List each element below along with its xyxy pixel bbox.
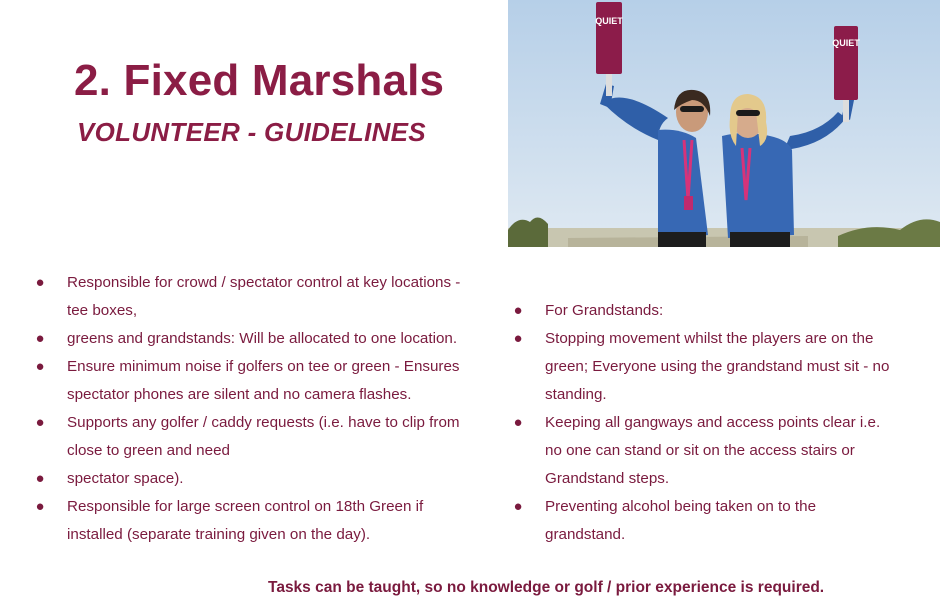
bullet-icon: ● xyxy=(35,498,45,515)
list-item xyxy=(513,325,913,353)
right-bullet-list xyxy=(513,297,913,549)
list-item-text: Responsible for crowd / spectator control at key locations - xyxy=(67,274,461,291)
bullet-icon: ● xyxy=(513,414,523,431)
list-item xyxy=(35,465,490,493)
list-item-text: spectator space). xyxy=(67,470,184,487)
bullet-icon: ● xyxy=(513,498,523,515)
list-item xyxy=(513,465,913,493)
bullet-icon: ● xyxy=(513,302,523,319)
list-item-text: Stopping movement whilst the players are on the xyxy=(545,330,874,347)
list-item-text: For Grandstands: xyxy=(545,302,664,319)
list-item xyxy=(35,353,490,381)
bullet-icon: ● xyxy=(35,414,45,431)
list-item xyxy=(513,409,913,437)
list-item xyxy=(513,521,913,549)
marshals-photo xyxy=(508,0,940,247)
list-item xyxy=(35,493,490,521)
list-item-text: installed (separate training given on the day). xyxy=(67,526,371,543)
list-item xyxy=(35,409,490,437)
list-item xyxy=(35,521,490,549)
list-item xyxy=(35,437,490,465)
list-item-text: Supports any golfer / caddy requests (i.e. have to clip from xyxy=(67,414,460,431)
list-item-text: greens and grandstands: Will be allocated to one location. xyxy=(67,330,458,347)
list-item-text: grandstand. xyxy=(545,526,626,543)
list-item-text: Ensure minimum noise if golfers on tee or green - Ensures xyxy=(67,358,460,375)
list-item xyxy=(35,325,490,353)
bullet-icon: ● xyxy=(35,358,45,375)
list-item-text: no one can stand or sit on the access stairs or xyxy=(545,442,855,459)
list-item xyxy=(513,437,913,465)
list-item xyxy=(513,381,913,409)
left-bullet-list xyxy=(35,269,490,549)
list-item-text: Responsible for large screen control on 18th Green if xyxy=(67,498,424,515)
list-item xyxy=(35,381,490,409)
list-item xyxy=(35,269,490,297)
svg-text:QUIET: QUIET xyxy=(595,16,623,26)
list-item-text: close to green and need xyxy=(67,442,230,459)
bullet-icon: ● xyxy=(35,470,45,487)
list-item-text: green; Everyone using the grandstand must sit - no xyxy=(545,358,890,375)
list-item xyxy=(513,297,913,325)
bullet-icon: ● xyxy=(513,330,523,347)
page-title: 2. Fixed Marshals xyxy=(74,56,445,105)
bullet-icon: ● xyxy=(35,330,45,347)
page-subtitle: VOLUNTEER - GUIDELINES xyxy=(77,117,426,147)
list-item xyxy=(35,297,490,325)
bullet-icon: ● xyxy=(35,274,45,291)
list-item-text: Keeping all gangways and access points clear i.e. xyxy=(545,414,881,431)
footer-note: Tasks can be taught, so no knowledge or golf / prior experience is required. xyxy=(268,579,825,596)
list-item xyxy=(513,493,913,521)
list-item xyxy=(513,353,913,381)
list-item-text: tee boxes, xyxy=(67,302,138,319)
list-item-text: Preventing alcohol being taken on to the xyxy=(545,498,817,515)
list-item-text: spectator phones are silent and no camera flashes. xyxy=(67,386,412,403)
list-item-text: standing. xyxy=(545,386,607,403)
list-item-text: Grandstand steps. xyxy=(545,470,670,487)
svg-text:QUIET: QUIET xyxy=(832,38,860,48)
